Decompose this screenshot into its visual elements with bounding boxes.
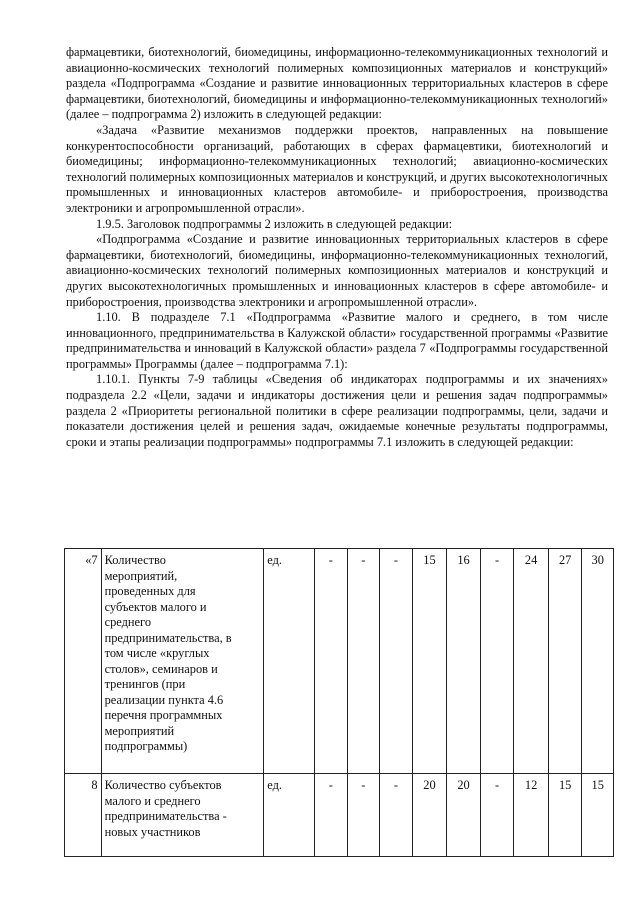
indicator-name: Количество мероприятий, проведенных для субъектов малого и среднего предпринимательства, в том числе «круглых столов», семинаров и тренингов (при реализации пункта 4.6 перечня программных мероприятий подпрограммы) <box>101 549 264 774</box>
value-cell: - <box>347 774 380 857</box>
indicator-name: Количество субъектов малого и среднего предпринимательства - новых участников <box>101 774 264 857</box>
value-cell: 15 <box>548 774 582 857</box>
value-cell: - <box>315 549 348 774</box>
value-cell: - <box>347 549 380 774</box>
value-cell: 30 <box>582 549 614 774</box>
unit-cell: ед. <box>264 774 315 857</box>
paragraph-task-quote: «Задача «Развитие механизмов поддержки проектов, направленных на повышение конкурентоспособности организаций, работающих в сферах фармацевтики, биотехнологий и биомедицины; информационно-телекоммуникационных технологий; авиационно-космических технологий полимерных композиционных материалов и конструкций, и других высокотехнологичных промышленных и инновационных кластеров автомобиле- и приборостроения, производства электроники и агропромышленной отрасли». <box>66 122 608 215</box>
value-cell: 20 <box>412 774 447 857</box>
paragraph-1-10-1: 1.10.1. Пункты 7-9 таблицы «Сведения об индикаторах подпрограммы и их значениях» подраздела 2.2 «Цели, задачи и индикаторы достижения цели и решения задач подпрограммы» раздела 2 «Приоритеты региональной политики в сфере реализации подпрограммы, цели, задачи и показатели достижения целей и решения задач, ожидаемые конечные результаты подпрограммы, сроки и этапы реализации подпрограммы» подпрограммы 7.1 изложить в следующей редакции: <box>66 372 608 449</box>
row-number: «7 <box>65 549 102 774</box>
row-number: 8 <box>65 774 102 857</box>
value-cell: - <box>480 774 514 857</box>
value-cell: - <box>380 549 413 774</box>
table-row <box>65 774 614 857</box>
value-cell: 27 <box>548 549 582 774</box>
body-text <box>66 45 608 450</box>
table-row <box>65 549 614 774</box>
indicators-table <box>64 548 614 857</box>
value-cell: - <box>480 549 514 774</box>
value-cell: 12 <box>514 774 549 857</box>
value-cell: - <box>315 774 348 857</box>
value-cell: 20 <box>447 774 481 857</box>
value-cell: 16 <box>447 549 481 774</box>
paragraph-1-10: 1.10. В подразделе 7.1 «Подпрограмма «Развитие малого и среднего, в том числе инновационного, предпринимательства в Калужской области» государственной программы «Развитие предпринимательства и инноваций в Калужской области» раздела 7 «Подпрограммы государственной программы» Программы (далее – подпрограмма 7.1): <box>66 310 608 371</box>
value-cell: 15 <box>582 774 614 857</box>
value-cell: - <box>380 774 413 857</box>
paragraph-continuation: фармацевтики, биотехнологий, биомедицины, информационно-телекоммуникационных технологий и авиационно-космических технологий полимерных композиционных материалов и конструкций» раздела «Подпрограмма «Создание и развитие инновационных территориальных кластеров в сфере фармацевтики, биотехнологий, биомедицины и информационно-телекоммуникационных технологий» (далее – подпрограмма 2) изложить в следующей редакции: <box>66 45 608 122</box>
paragraph-subprogram-title-quote: «Подпрограмма «Создание и развитие инновационных территориальных кластеров в сфере фармацевтики, биотехнологий, биомедицины, информационно-телекоммуникационных технологий, авиационно-космических технологий полимерных композиционных материалов и конструкций и других высокотехнологичных промышленных и инновационных кластеров в сфере автомобиле- и приборостроения, производства электроники и агропромышленной отрасли». <box>66 232 608 309</box>
unit-cell: ед. <box>264 549 315 774</box>
paragraph-1-9-5: 1.9.5. Заголовок подпрограммы 2 изложить в следующей редакции: <box>96 216 453 231</box>
value-cell: 15 <box>412 549 447 774</box>
value-cell: 24 <box>514 549 549 774</box>
